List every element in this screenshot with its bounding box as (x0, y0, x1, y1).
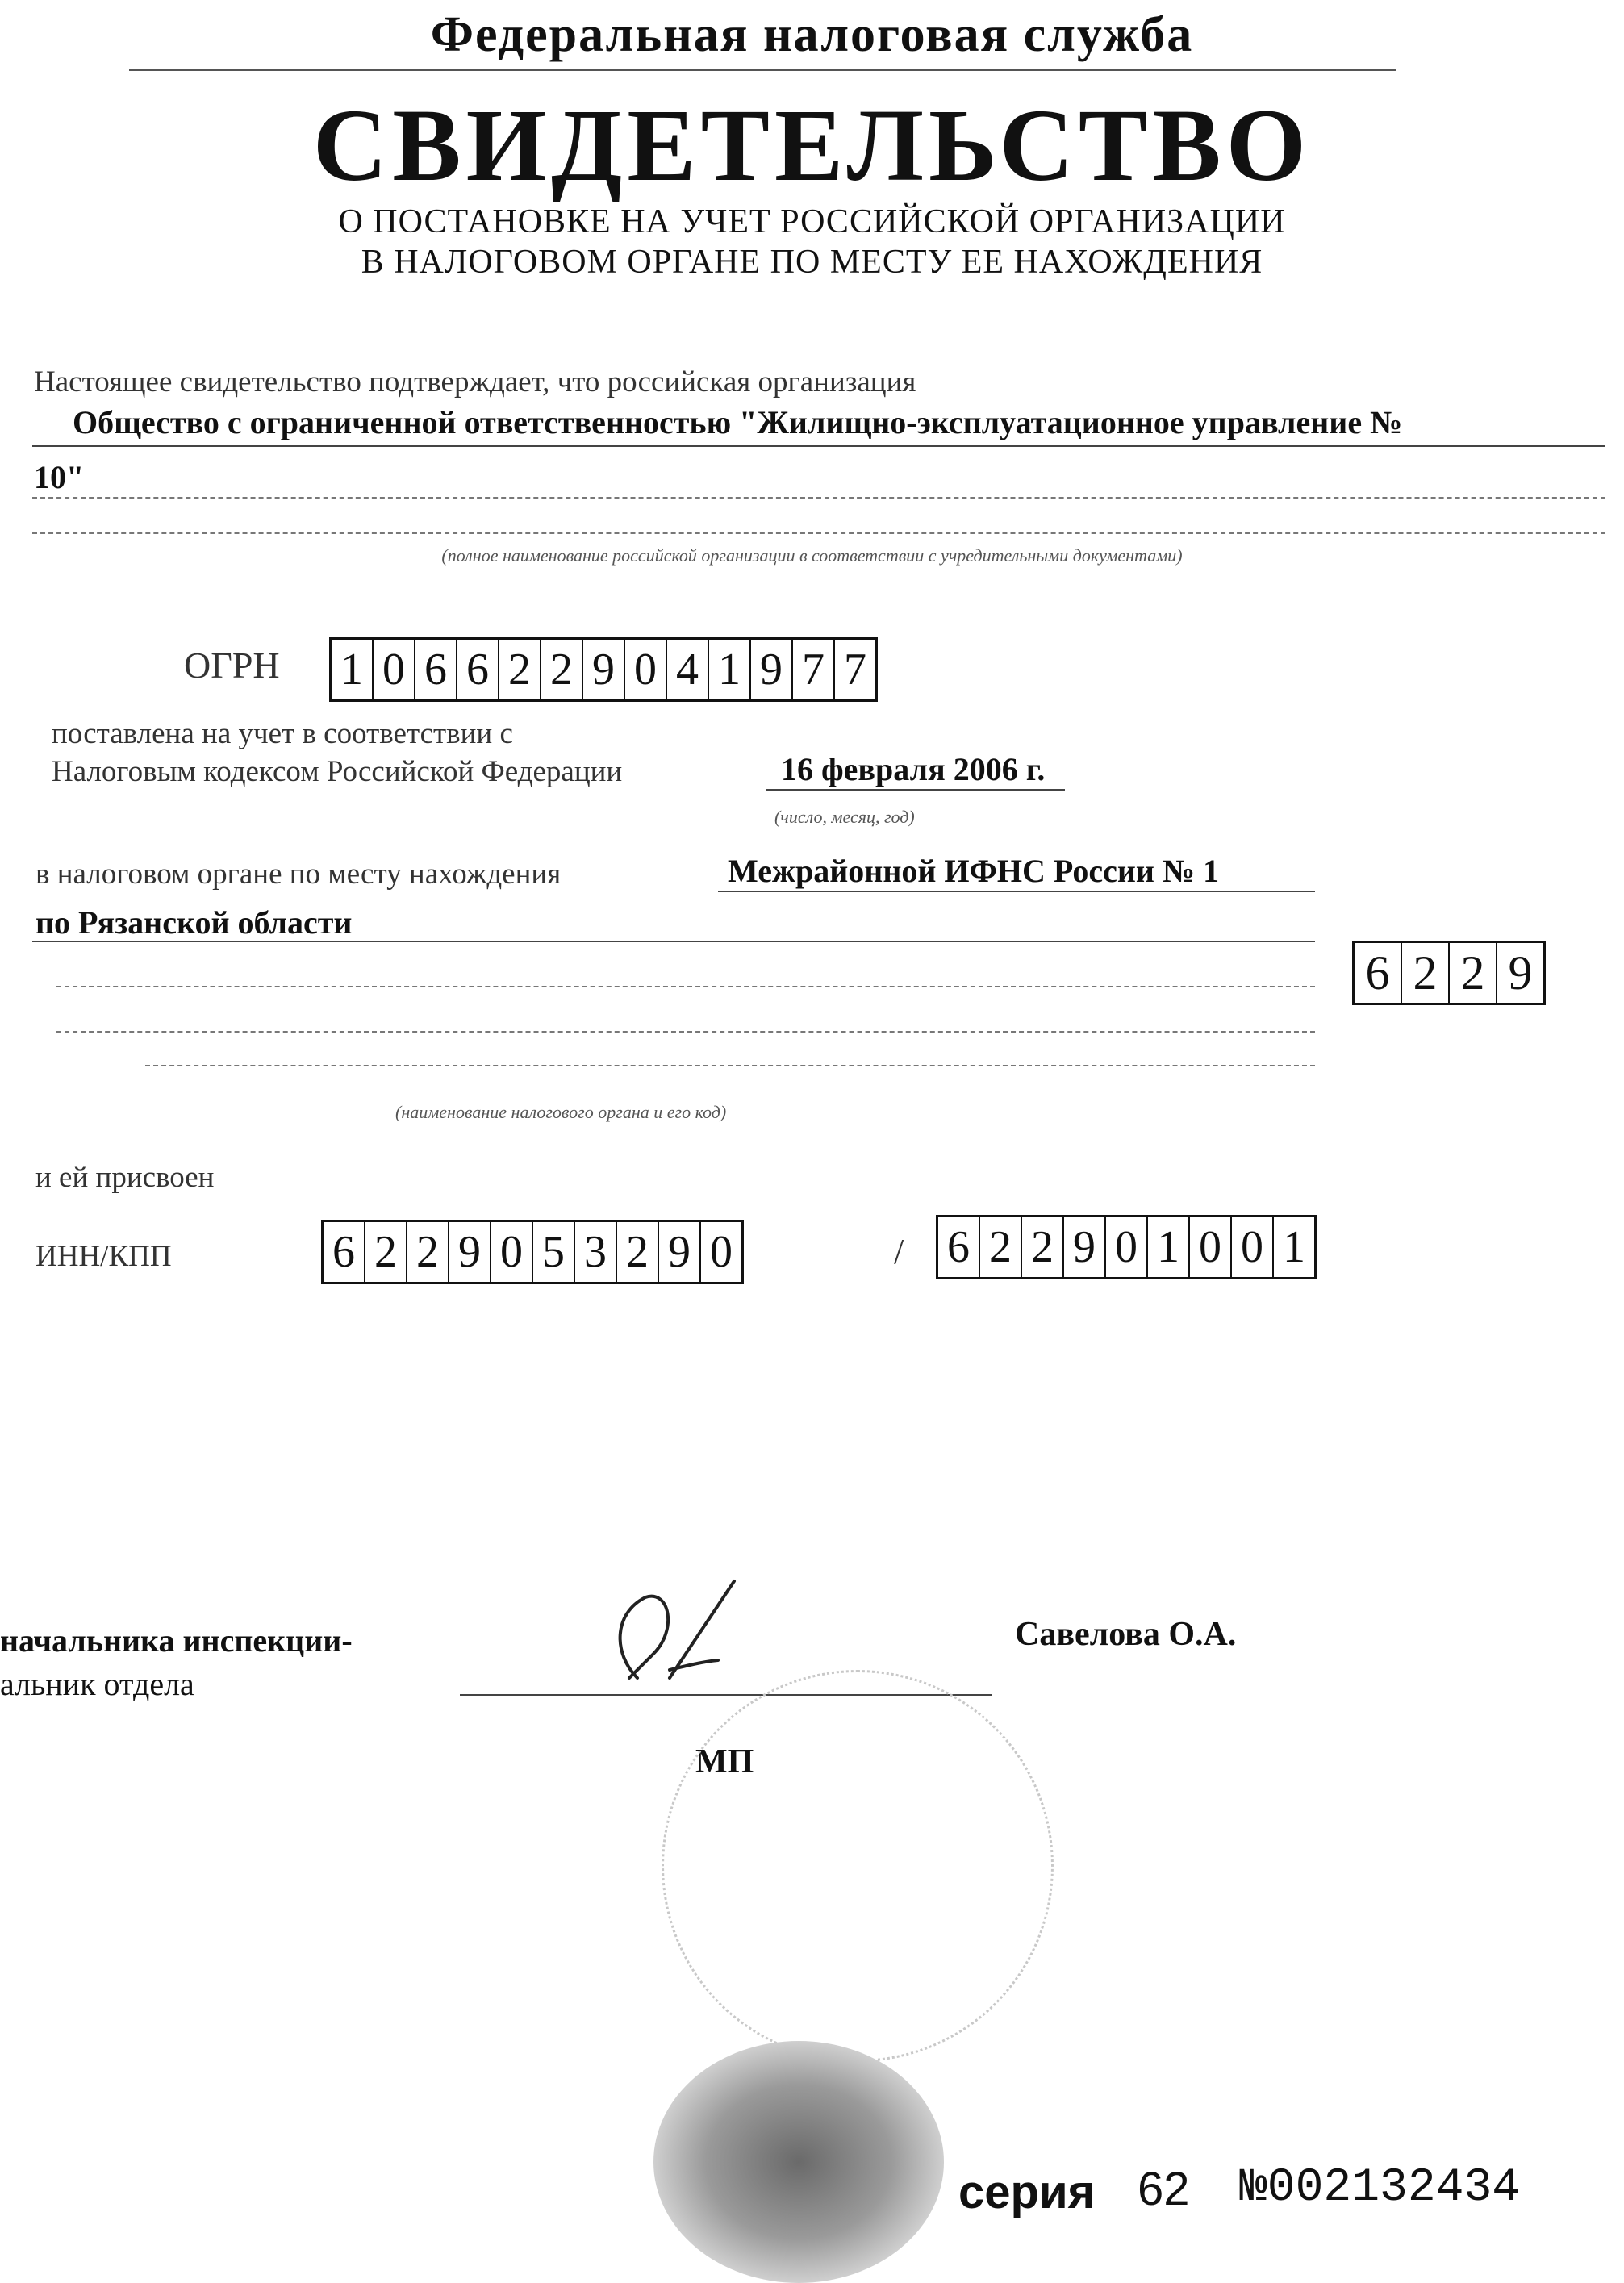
ogrn-digit: 2 (541, 640, 583, 699)
series-value: 62 (1138, 2163, 1190, 2215)
ogrn-digit: 9 (583, 640, 625, 699)
ogrn-cells (329, 637, 878, 702)
inn-cells (321, 1220, 744, 1284)
kpp-cells (936, 1215, 1317, 1279)
registered-line-2: Налоговым кодексом Российской Федерации (52, 755, 623, 788)
stamp-place-label: МП (695, 1743, 754, 1780)
kpp-digit: 0 (1190, 1217, 1232, 1277)
subtitle-line-1: О ПОСТАНОВКЕ НА УЧЕТ РОССИЙСКОЙ ОРГАНИЗАЦИИ (338, 203, 1286, 240)
signature-icon (581, 1565, 791, 1710)
signer-position-line-1: начальника инспекции- (0, 1622, 353, 1659)
kpp-digit: 6 (938, 1217, 980, 1277)
tax-office-underline-4 (56, 1031, 1315, 1033)
registered-line-1: поставлена на учет в соответствии с (52, 717, 513, 750)
org-name-underline-2 (32, 497, 1605, 499)
ogrn-digit: 1 (709, 640, 751, 699)
inn-digit: 3 (575, 1222, 617, 1282)
ogrn-label: ОГРН (184, 645, 280, 686)
series-label: серия (958, 2166, 1096, 2218)
inn-digit: 0 (710, 1227, 733, 1277)
certificate-number: №002132434 (1239, 2162, 1521, 2214)
inn-digit: 0 (491, 1222, 533, 1282)
intro-text: Настоящее свидетельство подтверждает, что российская организация (34, 365, 916, 399)
ogrn-digit: 0 (374, 640, 415, 699)
tax-office-note: (наименование налогового органа и его код) (395, 1102, 727, 1122)
org-name-line-2: 10" (34, 459, 85, 495)
ogrn-digit: 1 (332, 640, 374, 699)
ogrn-digit: 6 (415, 640, 457, 699)
header-rule (129, 69, 1396, 71)
tax-office-underline-1 (718, 891, 1315, 892)
ogrn-digit: 7 (793, 640, 835, 699)
date-underline (766, 789, 1065, 791)
kpp-digit: 9 (1064, 1217, 1106, 1277)
signer-name: Савелова О.А. (1015, 1616, 1237, 1653)
signer-position-line-2: альник отдела (0, 1666, 194, 1702)
tax-code-digit: 2 (1450, 943, 1497, 1003)
kpp-digit: 0 (1232, 1217, 1274, 1277)
tax-office-line-1: Межрайонной ИФНС России № 1 (728, 853, 1220, 889)
kpp-digit: 1 (1148, 1217, 1190, 1277)
inn-digit: 2 (365, 1222, 407, 1282)
subtitle-line-2: В НАЛОГОВОМ ОРГАНЕ ПО МЕСТУ ЕЕ НАХОЖДЕНИЯ (361, 244, 1263, 281)
date-note: (число, месяц, год) (774, 807, 915, 827)
tax-office-underline-5 (145, 1065, 1315, 1066)
ogrn-digit: 0 (625, 640, 667, 699)
ogrn-digit: 6 (457, 640, 499, 699)
kpp-digit: 1 (1283, 1222, 1305, 1272)
inn-kpp-separator: / (894, 1232, 904, 1271)
agency-name: Федеральная налоговая служба (430, 7, 1194, 62)
tax-code-digit: 2 (1402, 943, 1450, 1003)
ogrn-digit: 2 (499, 640, 541, 699)
org-name-underline-1 (32, 445, 1605, 447)
tax-office-underline-3 (56, 986, 1315, 987)
org-name-note: (полное наименование российской организации в соответствии с учредительными документами) (441, 545, 1183, 566)
tax-code-digit: 9 (1508, 946, 1533, 1000)
ogrn-digit: 7 (844, 645, 866, 695)
tax-office-line-2: по Рязанской области (35, 904, 353, 941)
org-name-underline-3 (32, 532, 1605, 534)
org-name-line-1: Общество с ограниченной ответственностью "Жилищно-эксплуатационное управление № (73, 404, 1403, 440)
inn-digit: 2 (407, 1222, 449, 1282)
tax-office-label: в налоговом органе по месту нахождения (35, 858, 562, 891)
kpp-digit: 0 (1106, 1217, 1148, 1277)
certificate-title: СВИДЕТЕЛЬСТВО (312, 88, 1312, 202)
inn-digit: 5 (533, 1222, 575, 1282)
kpp-digit: 2 (980, 1217, 1022, 1277)
inn-digit: 2 (617, 1222, 659, 1282)
inn-digit: 6 (324, 1222, 365, 1282)
tax-code-digit: 6 (1355, 943, 1402, 1003)
ogrn-digit: 9 (751, 640, 793, 699)
inn-digit: 9 (449, 1222, 491, 1282)
registration-date: 16 февраля 2006 г. (781, 751, 1046, 787)
stamp-blot-icon (653, 2041, 944, 2283)
kpp-digit: 2 (1022, 1217, 1064, 1277)
inn-digit: 9 (659, 1222, 701, 1282)
tax-office-code-cells (1352, 941, 1546, 1005)
inn-kpp-label: ИНН/КПП (35, 1240, 172, 1273)
seal-stamp-icon (662, 1670, 1054, 2062)
ogrn-digit: 4 (667, 640, 709, 699)
assigned-label: и ей присвоен (35, 1161, 215, 1194)
tax-office-underline-2 (32, 941, 1315, 942)
